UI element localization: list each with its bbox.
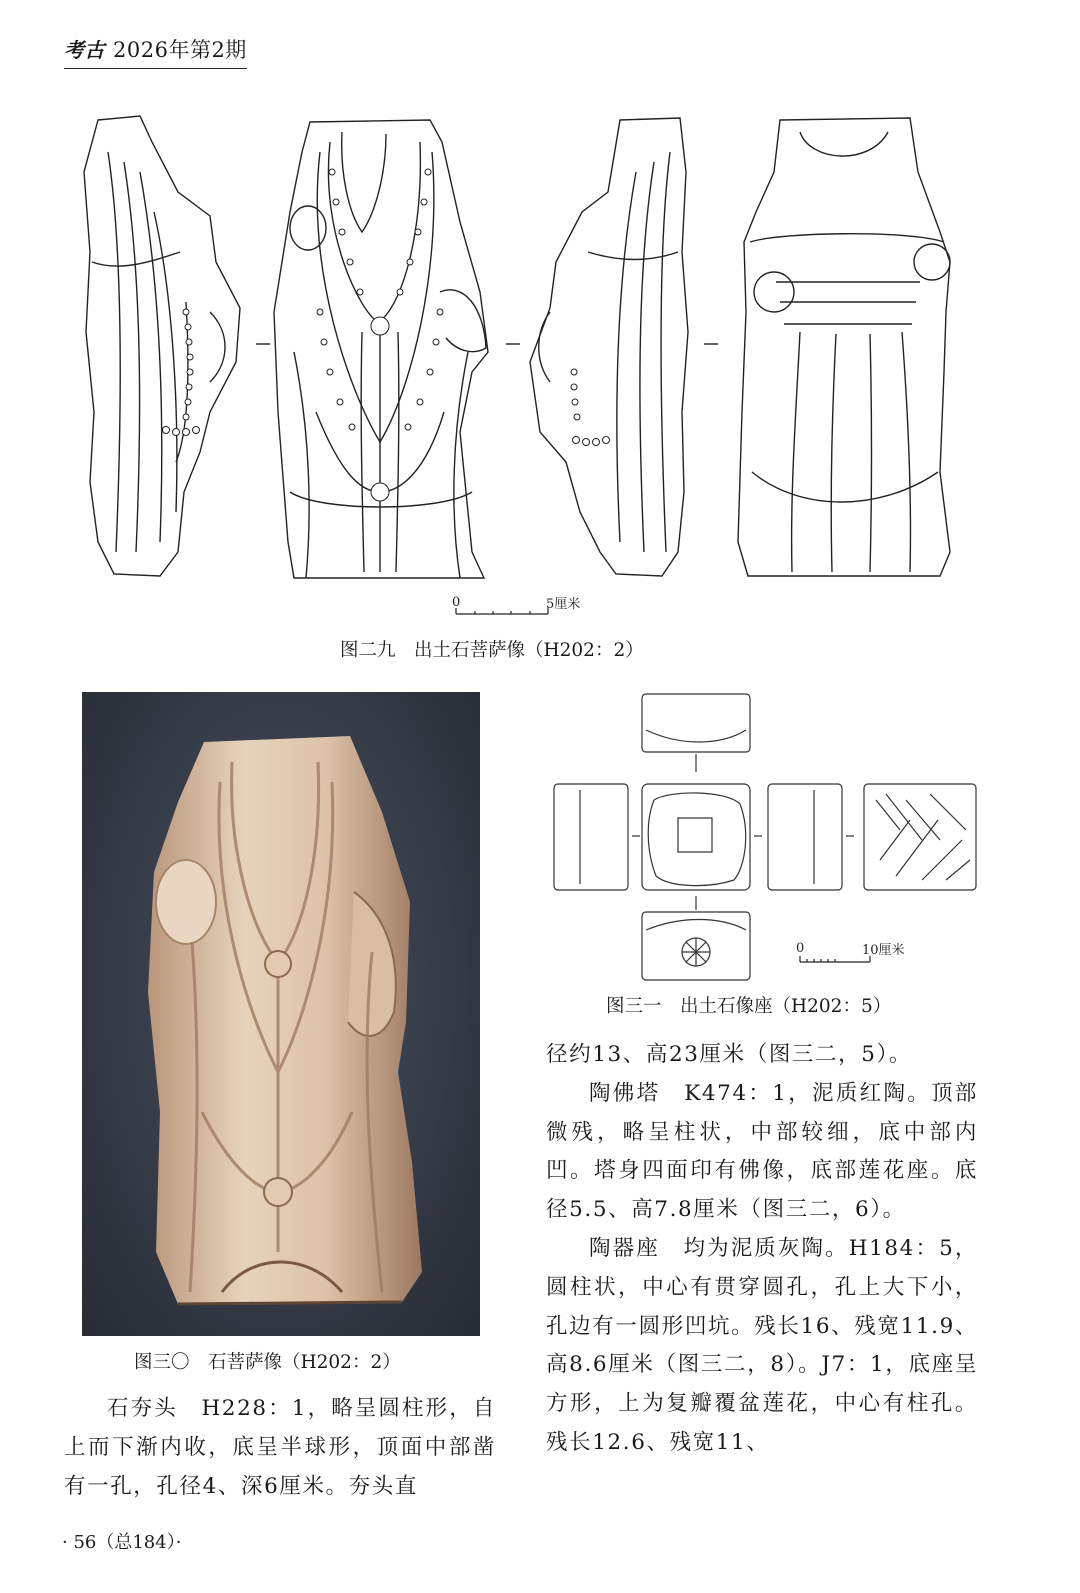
bodhisattva-side-view-right	[530, 118, 688, 576]
paragraph-continued: 径约13、高23厘米（图三二，5）。	[546, 1042, 912, 1067]
figure31-caption: 图三一 出土石像座（H202：5）	[606, 996, 892, 1017]
page-number: · 56（总184）·	[62, 1532, 182, 1553]
figure30-photo	[82, 692, 480, 1336]
journal-logo: 考古	[64, 38, 105, 62]
base-left-view	[554, 784, 628, 890]
figure29-scale-zero: 0	[452, 596, 461, 610]
paragraph-pottery-pagoda: 陶佛塔 K474：1，泥质红陶。顶部微残，略呈柱状，中部较细，底中部内凹。塔身四面印有佛像，底部莲花座。底径5.5、高7.8厘米（图三二，6）。	[546, 1080, 978, 1223]
figure30-caption: 图三〇 石菩萨像（H202：2）	[134, 1352, 401, 1373]
bodhisattva-front-view	[274, 120, 488, 578]
figure29-scale-label: 5厘米	[546, 597, 581, 612]
right-column-text	[546, 1036, 978, 1463]
figure29-caption: 图二九 出土石菩萨像（H202：2）	[340, 640, 644, 661]
figure31-scale-label: 10厘米	[862, 943, 905, 958]
journal-header	[64, 34, 247, 69]
bodhisattva-back-view	[738, 118, 950, 576]
base-top-view	[642, 694, 750, 752]
issue-label: 2026年第2期	[113, 38, 247, 62]
figure31-scale-bar	[796, 940, 926, 966]
figure29-line-drawing	[80, 112, 980, 582]
left-column-text	[64, 1390, 496, 1506]
figure29-scale-bar	[452, 596, 612, 618]
bodhisattva-statue-photo	[82, 692, 480, 1336]
figure31-scale-zero: 0	[796, 941, 805, 956]
base-right-view	[768, 784, 842, 890]
paragraph-stone-rammer: 石夯头 H228：1，略呈圆柱形，自上而下渐内收，底呈半球形，顶面中部凿有一孔，孔径4、深6厘米。夯头直	[64, 1396, 496, 1499]
bodhisattva-side-view-left	[84, 116, 240, 576]
paragraph-pottery-stand: 陶器座 均为泥质灰陶。H184：5，圆柱状，中心有贯穿圆孔，孔上大下小，孔边有一圆形凹坑。残长16、残宽11.9、高8.6厘米（图三二，8）。J7：1，底座呈方形，上为复瓣覆盆莲花，中心有柱孔。残长12.6、残宽11、	[546, 1235, 978, 1455]
